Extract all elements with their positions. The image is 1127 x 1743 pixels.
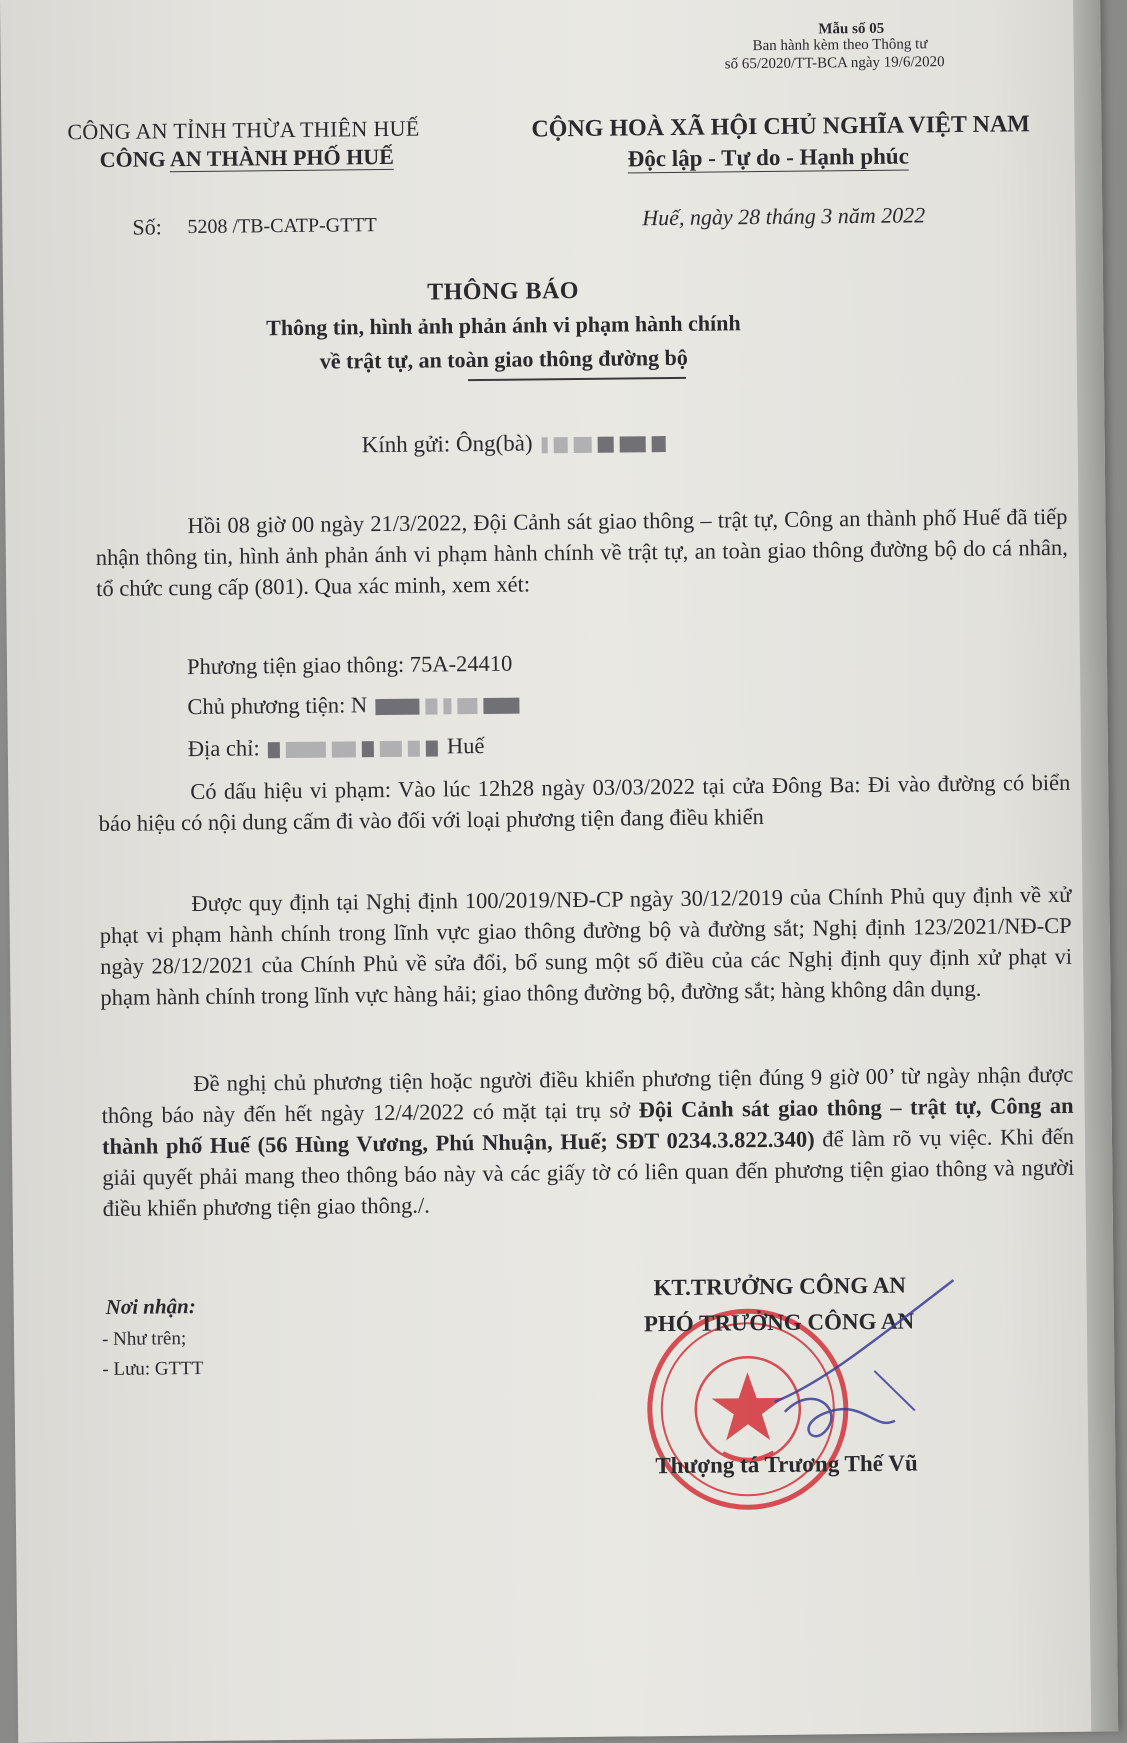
owner-label: Chủ phương tiện: — [187, 692, 346, 720]
recipients-heading: Nơi nhận: — [105, 1294, 196, 1319]
vehicle-line: Phương tiện giao thông: 75A-24410 — [186, 650, 513, 680]
org-prefix: CÔNG — [99, 146, 171, 172]
org-name — [100, 144, 394, 173]
signer-name: Thượng tá Trương Thế Vũ — [655, 1450, 918, 1479]
recipients-item-1: - Như trên; — [101, 1328, 187, 1351]
address-line — [188, 733, 485, 762]
nation-header: CỘNG HOÀ XÃ HỘI CHỦ NGHĨA VIỆT NAM — [531, 111, 1030, 143]
form-number: Mẫu số 05 — [818, 20, 885, 38]
recipient-line — [362, 429, 669, 458]
paragraph-intro: Hồi 08 giờ 00 ngày 21/3/2022, Đội Cảnh sát giao thông – trật tự, Công an thành phố Huế đã tiếp nhận thông tin, hình ảnh phản ánh vi phạm hành chính về trật tự, an toàn giao thông đường bộ do cá nhân, tổ chức cung cấp (801). Qua xác minh, xem xét: — [95, 503, 1068, 602]
paragraph-legal-basis: Được quy định tại Nghị định 100/2019/NĐ-CP ngày 30/12/2019 của Chính Phủ quy định về xử phạt vi phạm hành chính trong lĩnh vực giao thông đường bộ và đường sắt; Nghị định 123/2021/NĐ-CP ngày 28/12/2021 của Chính Phủ về sửa đổi, bổ sung một số điều của các Nghị định quy định xử phạt vi phạm hành chính trong lĩnh vực hàng hải; giao thông đường bộ, đường sắt; hàng không dân dụng. — [99, 881, 1073, 1011]
paper-edge — [1073, 0, 1118, 1732]
signatory-title: PHÓ TRƯỞNG CÔNG AN — [643, 1308, 915, 1337]
recipient-label: Kính gửi: Ông(bà) — [361, 430, 533, 458]
request-text-b: để làm rõ vụ việc. Khi đến giải quyết phải mang theo thông báo này và các giấy tờ có liên quan đến phương tiện giao thông và người điều khiển phương tiện giao thông./. — [102, 1123, 1075, 1221]
doc-number-label: Số: — [132, 214, 162, 240]
doc-subtitle-2: về trật tự, an toàn giao thông đường bộ — [319, 344, 688, 374]
doc-number: 5208 /TB-CATP-GTTT — [187, 214, 377, 239]
redacted-recipient — [538, 429, 668, 455]
form-circular-line: số 65/2020/TT-BCA ngày 19/6/2020 — [724, 54, 945, 73]
doc-title: THÔNG BÁO — [427, 277, 580, 306]
address-city: Huế — [446, 732, 485, 759]
redacted-address — [265, 733, 447, 760]
doc-date: Huế, ngày 28 tháng 3 năm 2022 — [642, 202, 926, 231]
form-issued-line: Ban hành kèm theo Thông tư — [752, 36, 928, 55]
request-office: Đội Cảnh sát giao thông – trật tự, Công an thành phố Huế (56 Hùng Vương, Phú Nhuận, Huế; SĐT 0234.3.822.340) — [101, 1092, 1074, 1159]
owner-line — [187, 691, 523, 721]
paragraph-violation: Có dấu hiệu vi phạm: Vào lúc 12h28 ngày 03/03/2022 tại cửa Đông Ba: Đi vào đường có biển báo hiệu có nội dung cấm đi vào đối với loại phương tiện đang điều khiển — [98, 769, 1071, 837]
redacted-owner — [373, 691, 523, 718]
paragraph-request — [101, 1059, 1075, 1224]
org-underlined: AN THÀNH PHỐ HUẾ — [169, 143, 394, 172]
subtitle-underline — [468, 377, 686, 381]
signatory-authority: KT.TRƯỞNG CÔNG AN — [653, 1272, 907, 1301]
org-parent: CÔNG AN TỈNH THỪA THIÊN HUẾ — [67, 115, 420, 145]
motto: Độc lập - Tự do - Hạnh phúc — [627, 143, 909, 172]
recipients-item-2: - Lưu: GTTT — [102, 1357, 204, 1381]
owner-initial: N — [350, 692, 368, 718]
request-text-a: Đề nghị chủ phương tiện hoặc người điều khiển phương tiện đúng 9 giờ 00’ từ ngày nhận được thông báo này đến hết ngày 12/4/2022 có mặt tại trụ sở — [101, 1061, 1074, 1128]
signature-icon — [753, 1260, 995, 1463]
doc-subtitle-1: Thông tin, hình ảnh phản ánh vi phạm hành chính — [266, 310, 741, 341]
address-label: Địa chỉ: — [187, 735, 260, 762]
